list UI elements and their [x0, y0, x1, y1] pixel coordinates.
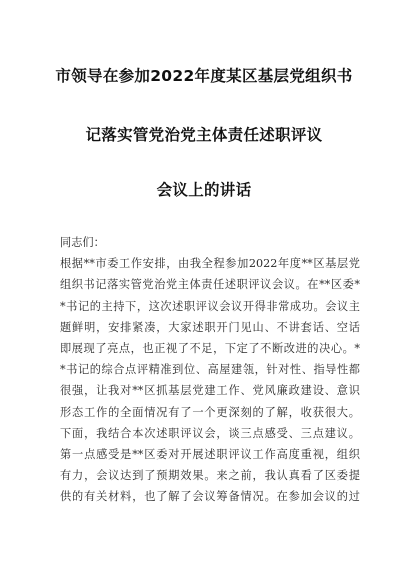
body-line: *书记的主持下，这次述职评议会议开得非常成功。会议主 — [60, 299, 360, 313]
title-line-1: 市领导在参加2022年度某区基层党组织书 — [55, 67, 353, 85]
body-line: 题鲜明，安排紧凑，大家述职开门见山、不讲套话、空话 — [60, 320, 360, 334]
body-line: 下面，我结合本次述职评议会，谈三点感受、三点建议。 — [60, 426, 360, 440]
body-line: 有力，会议达到了预期效果。来之前，我认真看了区委提 — [60, 469, 360, 483]
body-line: *书记的综合点评精准到位、高屋建瓴，针对性、指导性都 — [60, 363, 360, 377]
body-line: 形态工作的全面情况有了一个更深刻的了解，收获很大。 — [60, 405, 360, 419]
body-line: 组织书记落实管党治党主体责任述职评议会议。在**区委* — [60, 278, 360, 292]
title-line-3: 会议上的讲话 — [156, 181, 252, 199]
title-line-2: 记落实管党治党主体责任述职评议 — [85, 126, 323, 144]
body-line: 第一点感受是**区委对开展述职评议工作高度重视，组织 — [60, 447, 360, 461]
body-line: 很强，让我对**区抓基层党建工作、党风廉政建设、意识 — [60, 384, 360, 398]
body-line: 根据**市委工作安排，由我全程参加2022年度**区基层党 — [60, 257, 360, 271]
salutation: 同志们： — [60, 236, 105, 249]
body-line: 供的有关材料，也了解了会议筹备情况。在参加会议的过 — [60, 490, 360, 504]
body-line: 即展现了亮点，也正视了不足，下定了不断改进的决心。* — [60, 341, 360, 355]
speech-body — [60, 232, 360, 507]
